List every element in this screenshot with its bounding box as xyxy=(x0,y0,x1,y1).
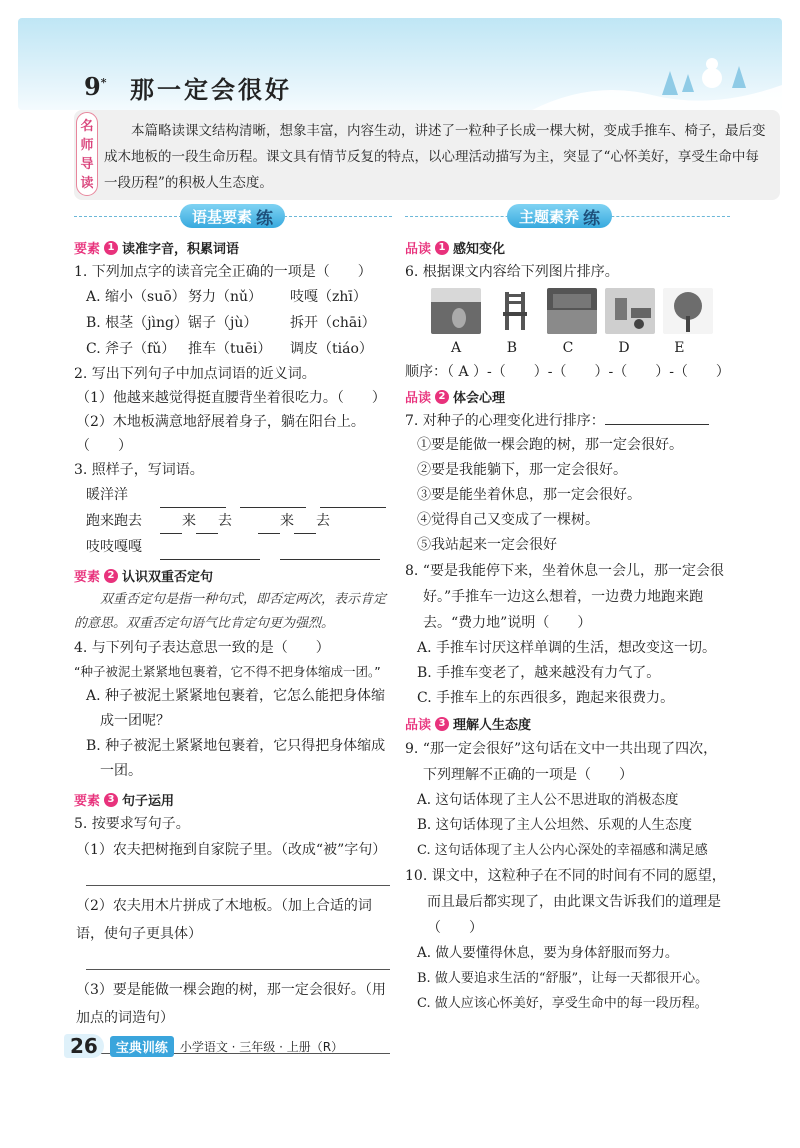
q3-row-3: 吱吱嘎嘎 xyxy=(74,534,392,560)
q7-item-3: ③要是能坐着休息，那一定会很好。 xyxy=(417,487,641,503)
left-column xyxy=(74,200,392,1060)
subsection-r1: 品读 1 感知变化 xyxy=(405,241,506,257)
subsection-r3: 品读 3 理解人生态度 xyxy=(405,717,532,733)
question-4: 4. 与下列句子表达意思一致的是（ ） xyxy=(74,640,330,656)
question-2: 2. 写出下列句子中加点词语的近义词。 xyxy=(74,366,316,382)
subsection-1: 要素 1 读准字音，积累词语 xyxy=(74,241,240,257)
q1-row-a: A. 缩小（suō） 努力（nǔ） 吱嘎（zhī） xyxy=(86,289,367,305)
question-3: 3. 照样子，写词语。 xyxy=(74,462,204,478)
q8-option-c: C. 手推车上的东西很多，跑起来很费力。 xyxy=(417,690,675,706)
page-footer xyxy=(64,1034,343,1058)
seed-in-soil-picture xyxy=(431,288,481,334)
q9-option-c: C. 这句话体现了主人公内心深处的幸福感和满足感 xyxy=(417,843,708,858)
q3-row-1: 暖洋洋 xyxy=(74,482,392,508)
q3-row-2: 跑来跑去 来 去 来 去 xyxy=(74,508,392,534)
intro-tag: 名 师 导 读 xyxy=(76,112,98,196)
intro-text: 本篇略读课文结构清晰，想象丰富，内容生动，讲述了一粒种子长成一棵大树，变成手推车、椅子，最后变成木地板的一段生命历程。课文具有情节反复的特点，以心理活动描写为主，突显了“心怀美好，享受生命中每一段历程”的积极人生态度。 xyxy=(104,123,766,191)
q7-item-2: ②要是我能躺下，那一定会很好。 xyxy=(417,462,627,478)
q7-item-4: ④觉得自己又变成了一棵树。 xyxy=(417,512,599,528)
answer-blank[interactable] xyxy=(320,482,386,508)
snow-scene-illustration xyxy=(532,50,782,110)
q9-option-a: A. 这句话体现了主人公不思进取的消极态度 xyxy=(417,792,679,808)
q5-item-3: （3）要是能做一棵会跑的树，那一定会很好。（用加点的词造句） xyxy=(76,982,386,1026)
answer-blank[interactable] xyxy=(240,482,306,508)
answer-blank[interactable] xyxy=(605,424,709,425)
answer-blank[interactable] xyxy=(294,508,316,534)
q5-item-1: （1）农夫把树拖到自家院子里。（改成“被”字句） xyxy=(76,842,387,858)
q10-option-c: C. 做人应该心怀美好，享受生命中的每一段历程。 xyxy=(417,996,708,1011)
subsection-2: 要素 2 认识双重否定句 xyxy=(74,569,214,585)
answer-blank[interactable] xyxy=(280,534,380,560)
q9-option-b: B. 这句话体现了主人公坦然、乐观的人生态度 xyxy=(417,817,693,833)
book-info: 小学语文 · 三年级 · 上册（R） xyxy=(179,1039,344,1054)
answer-blank[interactable] xyxy=(160,534,260,560)
chair-picture xyxy=(489,288,539,334)
tree-picture xyxy=(663,288,713,334)
q8-option-a: A. 手推车讨厌这样单调的生活，想改变这一切。 xyxy=(417,640,717,656)
q10-option-a: A. 做人要懂得休息，要为身体舒服而努力。 xyxy=(417,945,679,961)
right-column xyxy=(405,200,730,1016)
lesson-number: 9* xyxy=(84,72,107,101)
order-answer[interactable]: 顺序：（ A ）-（ ）-（ ）-（ ）-（ ） xyxy=(405,364,730,380)
cart-picture xyxy=(605,288,655,334)
q5-item-2: （2）农夫用木片拼成了木地板。（加上合适的词语，使句子更具体） xyxy=(76,898,372,942)
q2-item-1: （1）他越来越觉得挺直腰背坐着很吃力。（ ） xyxy=(76,390,386,406)
q8-option-b: B. 手推车变老了，越来越没有力气了。 xyxy=(417,665,661,681)
q1-row-b: B. 根茎（jìng） 锯子（jù） 拆开（chāi） xyxy=(86,315,376,331)
answer-blank[interactable] xyxy=(160,508,182,534)
picture-labels: A B C D E xyxy=(451,340,685,356)
q4-option-a: A. 种子被泥土紧紧地包裹着，它怎么能把身体缩成一团呢？ xyxy=(86,688,386,729)
question-8: 8. “要是我能停下来，坐着休息一会儿，那一定会很好。”手推车一边这么想着，一边费力地跑来跑去。“费力地”说明（ ） xyxy=(405,563,724,631)
answer-blank[interactable] xyxy=(196,508,218,534)
answer-line[interactable] xyxy=(86,948,390,970)
section-header-left: 语基要素 练 xyxy=(74,200,392,234)
question-10: 10. 课文中，这粒种子在不同的时间有不同的愿望，而且最后都实现了，由此课文告诉我们的道理是（ ） xyxy=(405,868,726,936)
wood-floor-picture xyxy=(547,288,597,334)
q2-item-2: （2）木地板满意地舒展着身子，躺在阳台上。（ ） xyxy=(76,414,365,454)
subsection-r2: 品读 2 体会心理 xyxy=(405,390,506,406)
brand-logo: 宝典训练 xyxy=(110,1036,174,1057)
q1-row-c: C. 斧子（fǔ） 推车（tuēi） 调皮（tiáo） xyxy=(86,341,373,357)
picture-row xyxy=(405,288,730,334)
question-6: 6. 根据课文内容给下列图片排序。 xyxy=(405,264,619,280)
q7-item-1: ①要是能做一棵会跑的树，那一定会很好。 xyxy=(417,437,683,453)
grammar-note: 双重否定句是指一种句式，即否定两次，表示肯定的意思。双重否定句语气比肯定句更为强烈。 xyxy=(74,592,387,631)
answer-blank[interactable] xyxy=(258,508,280,534)
section-header-right: 主题素养 练 xyxy=(405,200,730,234)
q7-item-5: ⑤我站起来一定会很好 xyxy=(417,537,557,553)
question-5: 5. 按要求写句子。 xyxy=(74,816,190,832)
answer-blank[interactable] xyxy=(160,482,226,508)
q4-option-b: B. 种子被泥土紧紧地包裹着，它只得把身体缩成一团。 xyxy=(86,738,386,779)
q4-quote: “种子被泥土紧紧地包裹着，它不得不把身体缩成一团。” xyxy=(74,664,381,679)
page-number: 26 xyxy=(64,1034,104,1058)
q10-option-b: B. 做人要追求生活的“舒服”，让每一天都很开心。 xyxy=(417,971,709,986)
question-7: 7. 对种子的心理变化进行排序： xyxy=(405,409,730,433)
answer-line[interactable] xyxy=(86,864,390,886)
question-9: 9. “那一定会很好”这句话在文中一共出现了四次，下列理解不正确的一项是（ ） xyxy=(405,741,718,783)
subsection-3: 要素 3 句子运用 xyxy=(74,793,175,809)
question-1: 1. 下列加点字的读音完全正确的一项是（ ） xyxy=(74,264,372,280)
lesson-title: 那一定会很好 xyxy=(130,76,292,104)
